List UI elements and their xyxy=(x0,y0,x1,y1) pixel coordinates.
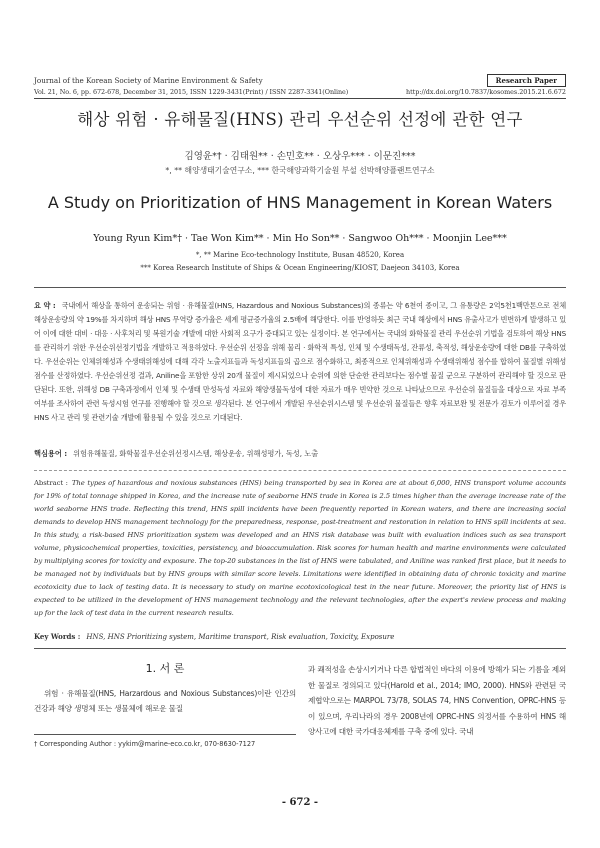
corresponding-author-footnote: † Corresponding Author : yykim@marine-eco.co.kr, 070-8630-7127 xyxy=(34,740,256,748)
page-number: - 672 - xyxy=(281,797,319,808)
korean-keywords-text: 위험유해물질, 화학물질우선순위선정시스템, 해상운송, 위해성평가, 독성, 노출 xyxy=(73,449,319,458)
english-affiliation-1: *, ** Marine Eco-technology Institute, Busan 48520, Korea xyxy=(195,251,405,259)
korean-authors: 김영윤*† · 김태원** · 손민호** · 오상우*** · 이문진*** xyxy=(184,151,416,162)
korean-keywords xyxy=(34,449,566,459)
section-1-left-column: 위험 · 유해물질(HNS, Harzardous and Noxious Substances)이란 인간의 건강과 해양 생명체 또는 생물체에 해로운 물질 xyxy=(34,689,296,713)
doi-link[interactable]: http://dx.doi.org/10.7837/kosomes.2015.21.6.672 xyxy=(405,88,566,96)
english-abstract-text: The types of hazardous and noxious substances (HNS) being transported by sea in Korea are at about 6,000, HNS transport volume accounts for 19% of total tonnage shipped in Korea, and the increase rate of seaborne HNS trade in Korea is 2.5 times higher than the average increase rate of the world seaborne HNS trade. Reflecting this trend, HNS spill incidents have been frequently reported in Korean waters, and there are increasing social demands to develop HNS management technology for the preparedness, response, post-treatment and restoration in relation to HNS spill incidents at sea. In this study, a risk-based HNS prioritization system was developed and an HNS risk database was built with evaluation indices such as sea transport volume, physicochemical properties, toxicities, persistency, and bioaccumulation. Risk scores for human health and marine environments were calculated by multiplying scores for toxicity and exposure. The top-20 substances in the list of HNS were tabulated, and Aniline was ranked first place, but it needs to be managed not by individuals but by HNS groups with similar score levels. Limitations were identified in obtaining data of chronic toxicity and marine ecotoxicity due to lack of testing data. It is necessary to study on marine ecotoxicological test in the near future. Moreover, the priority list of HNS is expected to be utilized in the development of HNS management technology and the relevant technologies, after the expert's review process and making up for the lack of test data in the current research results. xyxy=(34,479,566,617)
korean-title: 해상 위험 · 유해물질(HNS) 관리 우선순위 선정에 관한 연구 xyxy=(77,110,523,129)
volume-info: Vol. 21, No. 6, pp. 672-678, December 31, 2015, ISSN 1229-3431(Print) / ISSN 2287-3341(Online) xyxy=(34,88,349,96)
section-1-right-column: 과 쾌적성을 손상시키거나 다른 합법적인 바다의 이용에 방해가 되는 기름을 제외한 물질로 정의되고 있다(Harold et al., 2014; IMO, 2000). HNS와 관련된 국제협약으로는 MARPOL 73/78, SOLAS 74, HNS Convention, OPRC-HNS 등이 있으며, 우리나라의 경우 2008년에 OPRC-HNS 의정서를 수용하여 HNS 해양사고에 대한 국가대응체제를 구축 중에 있다. 국내 xyxy=(308,665,566,736)
korean-abstract xyxy=(34,299,566,425)
abstract-bottom-divider xyxy=(34,648,566,649)
english-title: A Study on Prioritization of HNS Management in Korean Waters xyxy=(47,193,553,212)
footnote-divider xyxy=(34,734,296,735)
english-affiliation-2: *** Korea Research Institute of Ships & Ocean Engineering/KIOST, Daejeon 34103, Korea xyxy=(140,264,460,272)
english-authors: Young Ryun Kim*† · Tae Won Kim** · Min Ho Son** · Sangwoo Oh*** · Moonjin Lee*** xyxy=(93,233,507,244)
research-paper-badge: Research Paper xyxy=(487,74,566,87)
korean-keywords-label: 핵심용어 : xyxy=(34,449,68,458)
journal-name: Journal of the Korean Society of Marine Environment & Safety xyxy=(34,76,263,85)
english-keywords-text: HNS, HNS Prioritizing system, Maritime transport, Risk evaluation, Toxicity, Exposure xyxy=(86,633,395,641)
abstract-top-divider xyxy=(34,287,566,288)
korean-abstract-label: 요 약 : xyxy=(34,301,56,310)
header-divider xyxy=(34,98,566,99)
english-abstract-label: Abstract : xyxy=(34,479,68,487)
english-abstract xyxy=(34,477,566,620)
korean-abstract-text: 국내에서 해상을 통하여 운송되는 위험 · 유해물질(HNS, Hazardous and Noxious Substances)의 종류는 약 6천여 종이고, 그 유통량은 2억5천1백만톤으로 전체 해상운송량의 약 19%를 차지하며 해상 HNS 무역량 증가율은 세계 평균증가율의 2.5배에 해당한다. 이를 반영하듯 최근 국내 해상에서 HNS 유출사고가 빈번하게 발생하고 있어 이에 대한 대비 · 대응 · 사후처리 및 복원기술 개발에 대한 사회적 요구가 증대되고 있는 실정이다. 본 연구에서는 국내의 화학물질 관리 우선순위 기법을 검토하여 해상 HNS를 관리하기 위한 우선순위선정기법을 개발하고 적용하였다. 우선순위 선정을 위해 물리 · 화학적 특성, 인체 및 수생태독성, 잔류성, 축적성, 해상운송량에 대한 DB를 구축하였다. 우선순위는 인체위해성과 수생태위해성에 대해 각각 노출지표들과 독성지표들의 곱으로 점수화하고, 최종적으로 인체위해성과 수생태위해성 점수를 합하여 물질별 위해성 점수를 산정하였다. 우선순위선정 결과, Aniline을 포함한 상위 20개 물질이 제시되었으나 순위에 의한 단순한 관리보다는 점수별 물질 군으로 구분하여 관리해야 할 것으로 판단된다. 또한, 위해성 DB 구축과정에서 인체 및 수생태 만성독성 자료와 해양생물독성에 대한 자료가 매우 빈약한 것으로 나타났으므로 우선순위 물질들을 대상으로 자료 부족여부를 조사하여 관련 독성시험 연구를 진행해야 할 것으로 생각된다. 본 연구에서 개발된 우선순위시스템 및 우선순위 물질들은 향후 자료보완 및 전문가 검토가 이루어질 경우 HNS 사고 관리 및 관련기술 개발에 활용될 수 있을 것으로 기대된다. xyxy=(34,301,567,422)
english-keywords xyxy=(34,632,566,641)
english-keywords-label: Key Words : xyxy=(34,632,81,641)
section-1-heading: 1. 서 론 xyxy=(145,662,185,675)
korean-affiliation: *, ** 해양생태기술연구소, *** 한국해양과학기술원 부설 선박해양플랜트연구소 xyxy=(165,166,435,175)
abstract-middle-divider xyxy=(34,470,566,471)
